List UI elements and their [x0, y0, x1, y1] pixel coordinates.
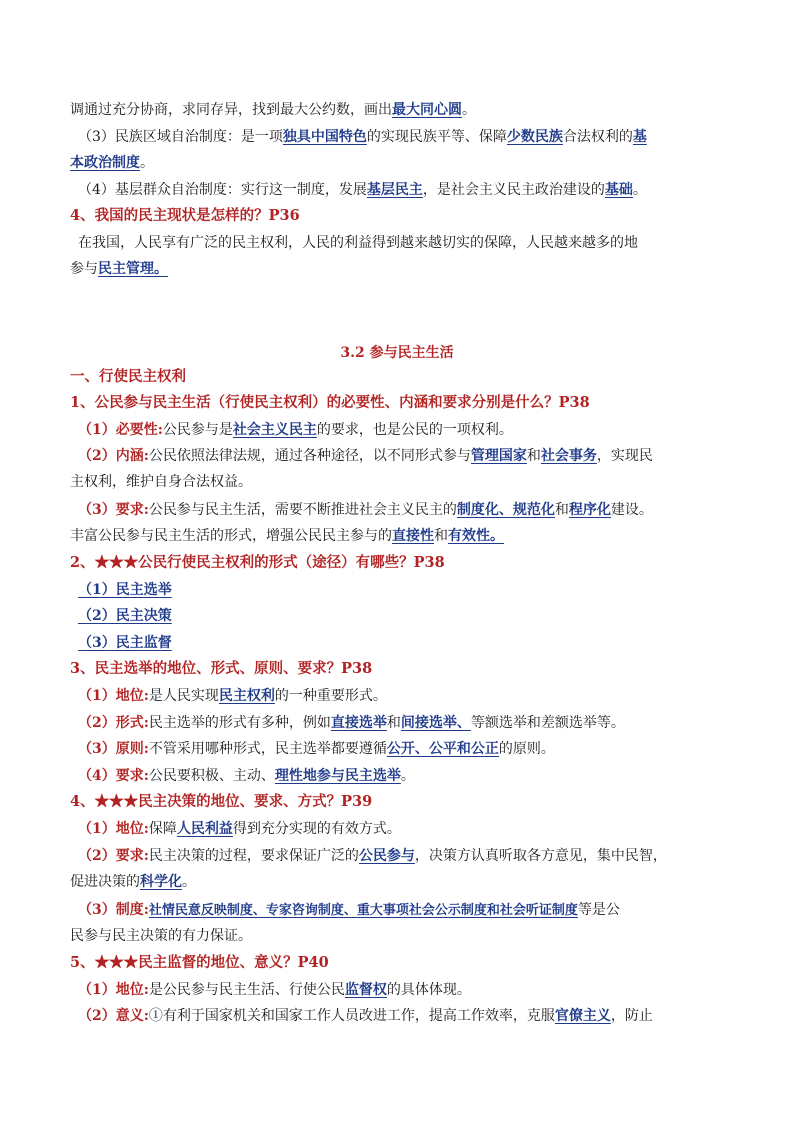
text: 参与	[70, 261, 98, 277]
question-3-item-1	[78, 686, 742, 706]
question-1-item-1	[78, 420, 742, 440]
keyword: 监督权	[344, 982, 387, 998]
keyword: 社会主义民主	[232, 422, 317, 438]
question-2-heading: 2、★★★公民行使民主权利的形式（途径）有哪些？P38	[70, 554, 445, 571]
question-2-item-3: （3）民主监督	[78, 635, 172, 651]
keyword: 官僚主义	[554, 1008, 611, 1024]
question-4b-item-2-line-2	[70, 872, 734, 892]
text: 合法权利的	[562, 129, 633, 145]
text: 民主决策的过程，要求保证广泛的	[148, 848, 359, 864]
text: 不管采用哪种形式，民主选举都要遵循	[148, 741, 387, 757]
question-4b-item-3-line-2: 民参与民主决策的有力保证。	[70, 928, 252, 944]
keyword: 程序化	[568, 502, 611, 518]
text: 的实现民族平等、保障	[366, 129, 507, 145]
question-3-item-3	[78, 739, 742, 759]
keyword: 公民参与	[358, 848, 415, 864]
answer-4-line-2	[70, 259, 734, 279]
keyword: 直接性	[392, 528, 434, 544]
keyword: 制度化、规范化	[456, 502, 555, 518]
text: ，防止	[610, 1008, 653, 1024]
text: 。	[400, 768, 415, 784]
question-4b-item-3-line-1	[78, 900, 742, 921]
keyword: 少数民族	[506, 129, 563, 145]
text: 和	[386, 715, 401, 731]
intro-item-4	[78, 180, 742, 200]
text: （3）民族区域自治制度：是一项	[78, 129, 283, 145]
item-label: （2）形式:	[78, 715, 149, 731]
question-3-heading: 3、民主选举的地位、形式、原则、要求？P38	[70, 660, 373, 677]
keyword: 社情民意反映制度、专家咨询制度、重大事项社会公示制度和社会听证制度	[148, 903, 578, 918]
keyword: 科学化	[140, 874, 182, 890]
question-1-item-2-line-2: 主权利，维护自身合法权益。	[70, 474, 252, 490]
text: 的原则。	[498, 741, 555, 757]
text: 丰富公民参与民主生活的形式，增强公民民主参与的	[70, 528, 392, 544]
question-4-heading: 4、我国的民主现状是怎样的？P36	[70, 207, 300, 224]
text: ①有利于国家机关和国家工作人员改进工作，提高工作效率，克服	[148, 1008, 555, 1024]
keyword: 理性地参与民主选举	[274, 768, 401, 784]
keyword: 直接选举	[330, 715, 387, 731]
intro-item-3-line-2	[70, 153, 734, 173]
question-1-item-3-line-2	[70, 526, 734, 546]
part-heading: 一、行使民主权利	[70, 368, 186, 385]
text: 公民依照法律法规，通过各种途径，以不同形式参与	[148, 448, 471, 464]
question-1-item-2-line-1	[78, 446, 742, 466]
item-label: （1）地位:	[78, 688, 149, 704]
text: ，是社会主义民主政治建设的	[422, 182, 605, 198]
text: （4）基层群众自治制度：实行这一制度，发展	[78, 182, 367, 198]
question-2-item-1: （1）民主选举	[78, 582, 172, 598]
text: 公民参与是	[162, 422, 233, 438]
item-label: （3）制度:	[78, 902, 149, 918]
text: 保障	[148, 821, 177, 837]
text: ，实现民	[596, 448, 653, 464]
intro-line-1	[70, 100, 734, 120]
question-3-item-2	[78, 713, 742, 733]
text: 调通过充分协商，求同存异，找到最大公约数，画出	[70, 102, 392, 118]
keyword: 公开、公平和公正	[386, 741, 499, 757]
section-title: 3.2 参与民主生活	[340, 345, 454, 361]
question-1-item-3-line-1	[78, 500, 742, 520]
text: 的具体体现。	[386, 982, 471, 998]
text: 得到充分实现的有效方式。	[232, 821, 401, 837]
keyword: 人民利益	[176, 821, 233, 837]
text: 的一种重要形式。	[274, 688, 387, 704]
text: 等额选举和差额选举等。	[470, 715, 625, 731]
keyword: 基础	[604, 182, 633, 198]
keyword: 最大同心圆	[392, 102, 462, 118]
question-5-heading: 5、★★★民主监督的地位、意义？P40	[70, 954, 329, 971]
item-label: （1）地位:	[78, 821, 149, 837]
text: 是人民实现	[148, 688, 219, 704]
item-label: （1）地位:	[78, 982, 149, 998]
text: 和	[434, 528, 448, 544]
question-4b-item-1	[78, 819, 742, 839]
item-label: （2）意义:	[78, 1008, 149, 1024]
text: 是公民参与民主生活、行使公民	[148, 982, 345, 998]
text: 民主选举的形式有多种，例如	[148, 715, 331, 731]
keyword: 间接选举、	[400, 715, 471, 731]
text: 和	[554, 502, 569, 518]
text: 公民要积极、主动、	[148, 768, 275, 784]
keyword: 基	[632, 129, 647, 145]
question-3-item-4	[78, 766, 742, 786]
keyword: 本政治制度	[70, 155, 140, 171]
text: 建设。	[610, 502, 653, 518]
item-label: （4）要求:	[78, 768, 149, 784]
keyword: 社会事务	[540, 448, 597, 464]
keyword: 管理国家	[470, 448, 527, 464]
keyword: 独具中国特色	[282, 129, 367, 145]
text: 。	[632, 182, 647, 198]
keyword: 民主管理。	[98, 261, 168, 277]
text: 。	[462, 102, 476, 118]
question-5-item-1	[78, 980, 742, 1000]
item-label: （1）必要性:	[78, 422, 163, 438]
answer-4-line-1: 在我国，人民享有广泛的民主权利，人民的利益得到越来越切实的保障，人民越来越多的地	[78, 235, 638, 251]
intro-item-3-line-1	[78, 127, 742, 147]
text: 和	[526, 448, 541, 464]
keyword: 基层民主	[366, 182, 423, 198]
text: 促进决策的	[70, 874, 140, 890]
keyword: 民主权利	[218, 688, 275, 704]
item-label: （3）要求:	[78, 502, 149, 518]
question-4b-item-2-line-1	[78, 846, 742, 866]
keyword: 有效性。	[448, 528, 504, 544]
question-4b-heading: 4、★★★民主决策的地位、要求、方式？P39	[70, 793, 373, 810]
item-label: （2）内涵:	[78, 448, 149, 464]
item-label: （3）原则:	[78, 741, 149, 757]
text: 等是公	[577, 902, 620, 918]
text: 的要求，也是公民的一项权利。	[316, 422, 513, 438]
text: ，决策方认真听取各方意见，集中民智，	[414, 848, 667, 864]
question-2-item-2: （2）民主决策	[78, 608, 172, 624]
item-label: （2）要求:	[78, 848, 149, 864]
question-5-item-2	[78, 1006, 742, 1026]
text: 。	[140, 155, 154, 171]
text: 公民参与民主生活，需要不断推进社会主义民主的	[148, 502, 457, 518]
question-1-heading: 1、公民参与民主生活（行使民主权利）的必要性、内涵和要求分别是什么？P38	[70, 394, 590, 411]
text: 。	[182, 874, 196, 890]
